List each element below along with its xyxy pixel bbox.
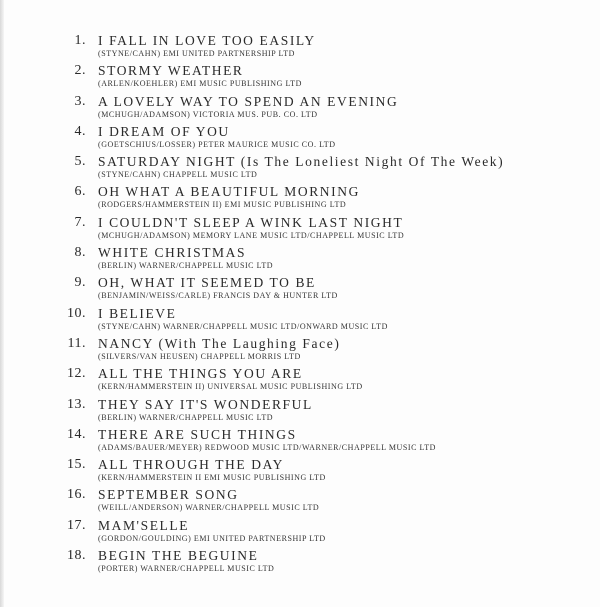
track-item (0, 457, 600, 487)
track-number: 15. (67, 457, 86, 473)
track-title: I FALL IN LOVE TOO EASILY (98, 33, 316, 48)
track-credit: (STYNE/CAHN) EMI UNITED PARTNERSHIP LTD (98, 49, 295, 58)
track-number: 4. (74, 123, 86, 139)
track-item (0, 63, 600, 93)
track-credit: (BERLIN) WARNER/CHAPPELL MUSIC LTD (98, 261, 274, 271)
track-title: SEPTEMBER SONG (98, 487, 239, 503)
track-item (0, 275, 600, 305)
track-number: 13. (67, 396, 86, 412)
track-credit: (STYNE/CAHN) CHAPPELL MUSIC LTD (98, 170, 258, 180)
track-credit: (WEILL/ANDERSON) WARNER/CHAPPELL MUSIC LTD (98, 503, 320, 513)
track-item (0, 336, 600, 366)
track-number: 17. (67, 517, 86, 533)
track-title: BEGIN THE BEGUINE (98, 548, 259, 564)
track-credit: (ADAMS/BAUER/MEYER) REDWOOD MUSIC LTD/WARNER/CHAPPELL MUSIC LTD (98, 442, 437, 452)
track-number: 10. (67, 305, 86, 321)
track-title: I DREAM OF YOU (98, 123, 230, 139)
track-item (0, 427, 600, 457)
track-item (0, 124, 600, 154)
track-item (0, 518, 600, 548)
track-title: THEY SAY IT'S WONDERFUL (98, 396, 313, 412)
track-number: 12. (67, 366, 86, 382)
track-number: 14. (67, 426, 86, 442)
track-number: 7. (74, 214, 86, 230)
track-item (0, 306, 600, 336)
track-title: A LOVELY WAY TO SPEND AN EVENING (98, 93, 399, 109)
track-credit: (MCHUGH/ADAMSON) VICTORIA MUS. PUB. CO. LTD (98, 109, 318, 119)
track-number: 8. (74, 245, 86, 261)
track-credit: (SILVERS/VAN HEUSEN) CHAPPELL MORRIS LTD (98, 351, 301, 361)
track-number: 11. (67, 335, 86, 351)
track-credit: (GOETSCHIUS/LOSSER) PETER MAURICE MUSIC CO. LTD (98, 139, 336, 149)
track-title: THERE ARE SUCH THINGS (98, 426, 297, 442)
track-number: 9. (74, 275, 86, 291)
track-credit: (KERN/HAMMERSTEIN II) UNIVERSAL MUSIC PUBLISHING LTD (98, 382, 363, 392)
track-number: 1. (74, 33, 86, 48)
track-number: 18. (67, 548, 86, 564)
track-item (0, 33, 600, 63)
track-number: 16. (67, 487, 86, 503)
track-credit: (KERN/HAMMERSTEIN II EMI MUSIC PUBLISHING LTD (98, 473, 326, 483)
track-credit: (RODGERS/HAMMERSTEIN II) EMI MUSIC PUBLISHING LTD (98, 200, 347, 210)
track-item (0, 245, 600, 275)
track-number: 3. (74, 93, 86, 109)
track-title: ALL THROUGH THE DAY (98, 457, 285, 473)
track-title: OH, WHAT IT SEEMED TO BE (98, 275, 316, 291)
track-title: I BELIEVE (98, 305, 177, 321)
track-number: 6. (74, 184, 86, 200)
track-title: MAM'SELLE (98, 517, 190, 533)
track-item (0, 215, 600, 245)
track-title: OH WHAT A BEAUTIFUL MORNING (98, 184, 360, 200)
track-credit: (PORTER) WARNER/CHAPPELL MUSIC LTD (98, 564, 275, 574)
track-title: WHITE CHRISTMAS (98, 245, 247, 261)
track-title: SATURDAY NIGHT (Is The Loneliest Night Of The Week) (98, 154, 505, 170)
track-credit: (GORDON/GOULDING) EMI UNITED PARTNERSHIP LTD (98, 533, 326, 543)
track-credit: (BENJAMIN/WEISS/CARLE) FRANCIS DAY & HUNTER LTD (98, 291, 338, 301)
track-credit: (STYNE/CAHN) WARNER/CHAPPELL MUSIC LTD/ONWARD MUSIC LTD (98, 321, 388, 331)
track-title: ALL THE THINGS YOU ARE (98, 366, 303, 382)
track-credit: (BERLIN) WARNER/CHAPPELL MUSIC LTD (98, 412, 274, 422)
track-title: I COULDN'T SLEEP A WINK LAST NIGHT (98, 214, 404, 230)
track-title: STORMY WEATHER (98, 63, 244, 79)
track-number: 5. (74, 154, 86, 170)
track-credit: (ARLEN/KOEHLER) EMI MUSIC PUBLISHING LTD (98, 79, 302, 89)
track-number: 2. (74, 63, 86, 79)
track-item (0, 154, 600, 184)
track-item (0, 487, 600, 517)
track-item (0, 366, 600, 396)
track-item (0, 94, 600, 124)
track-item (0, 397, 600, 427)
track-item (0, 548, 600, 578)
track-credit: (MCHUGH/ADAMSON) MEMORY LANE MUSIC LTD/CHAPPELL MUSIC LTD (98, 230, 405, 240)
track-item (0, 184, 600, 214)
track-title: NANCY (With The Laughing Face) (98, 335, 341, 351)
track-list (0, 33, 600, 578)
